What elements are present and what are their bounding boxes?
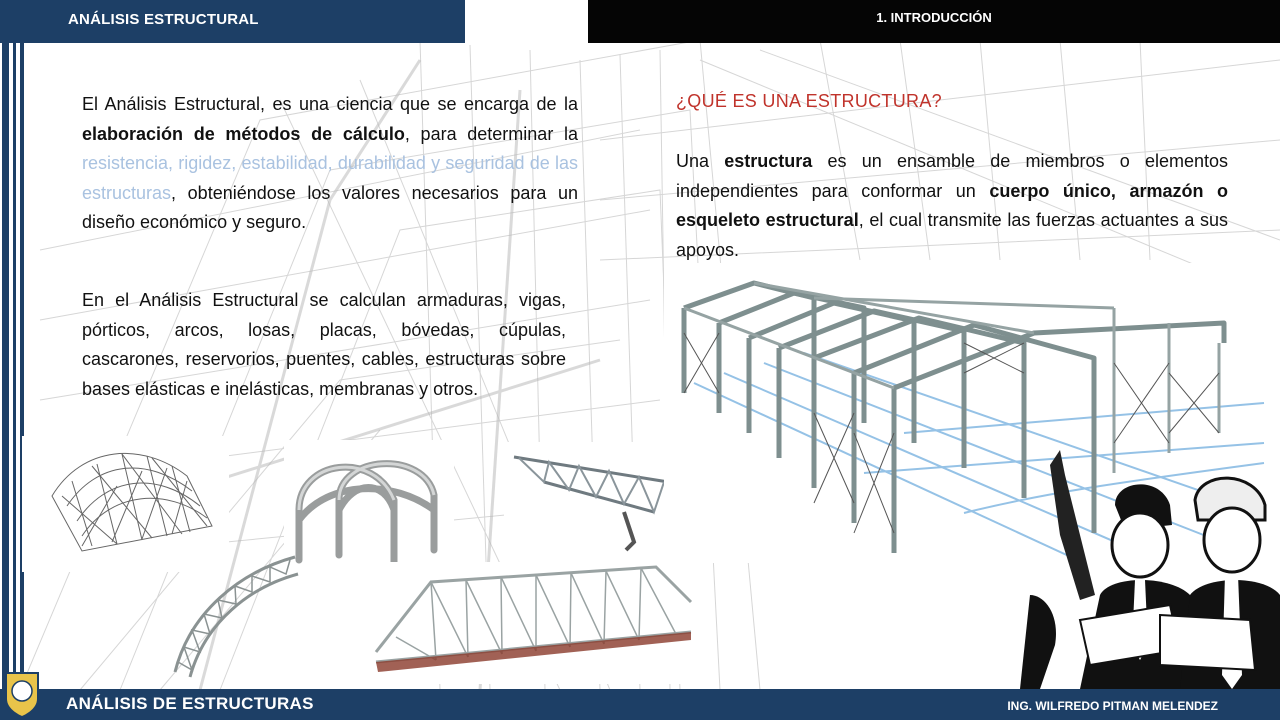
university-logo: [2, 669, 42, 719]
left-decorative-bar: [2, 43, 9, 689]
types-paragraph: En el Análisis Estructural se calculan armaduras, vigas, pórticos, arcos, losas, placas, bóvedas, cúpulas, cascarones, reservorios, puentes, cables, estructuras sobre bases elásticas e inelásticas, membranas y otros.: [82, 290, 566, 399]
engineers-silhouette-image: [1020, 445, 1280, 689]
header-right-bar: [588, 0, 1280, 43]
left-decorative-bar: [20, 43, 24, 689]
curved-truss-arch-image: [160, 552, 300, 680]
footer-bar: [0, 689, 1280, 720]
course-title: ANÁLISIS ESTRUCTURAL: [68, 11, 259, 28]
intro-paragraph: [82, 90, 578, 238]
header-left-bar: [0, 0, 465, 43]
definition-bold-text: estructura: [724, 151, 813, 171]
footer-course-name: ANÁLISIS DE ESTRUCTURAS: [66, 694, 314, 713]
question-title: ¿QUÉ ES UNA ESTRUCTURA?: [676, 91, 942, 111]
intro-bold-text: elaboración de métodos de cálculo: [82, 123, 405, 144]
intro-text: , para determinar la: [404, 123, 579, 144]
vault-arches-image: [284, 440, 454, 573]
section-title: 1. INTRODUCCIÓN: [876, 10, 992, 25]
intro-highlight-text: resistencia, rigidez, estabilidad, durabilidad y seguridad de las estructuras: [82, 153, 578, 203]
definition-text: es un ensamble de miembros o elementos independientes para conformar un: [676, 151, 1228, 201]
intro-text: , obteniéndose los valores necesarios para un diseño económico y seguro.: [82, 182, 578, 232]
steel-truss-beam-image: [504, 442, 664, 572]
truss-bridge-image: [356, 562, 706, 684]
definition-bold-text: cuerpo único, armazón o esqueleto estructural: [676, 180, 1229, 230]
left-decorative-bar: [13, 43, 16, 689]
definition-text: Una: [676, 151, 725, 171]
footer-author: ING. WILFREDO PITMAN MELENDEZ: [1007, 699, 1218, 713]
intro-text: El Análisis Estructural, es una ciencia que se encarga de la: [82, 94, 578, 114]
definition-text: , el cual transmite las fuerzas actuantes a sus apoyos.: [676, 210, 1228, 260]
definition-paragraph: [676, 147, 1228, 265]
